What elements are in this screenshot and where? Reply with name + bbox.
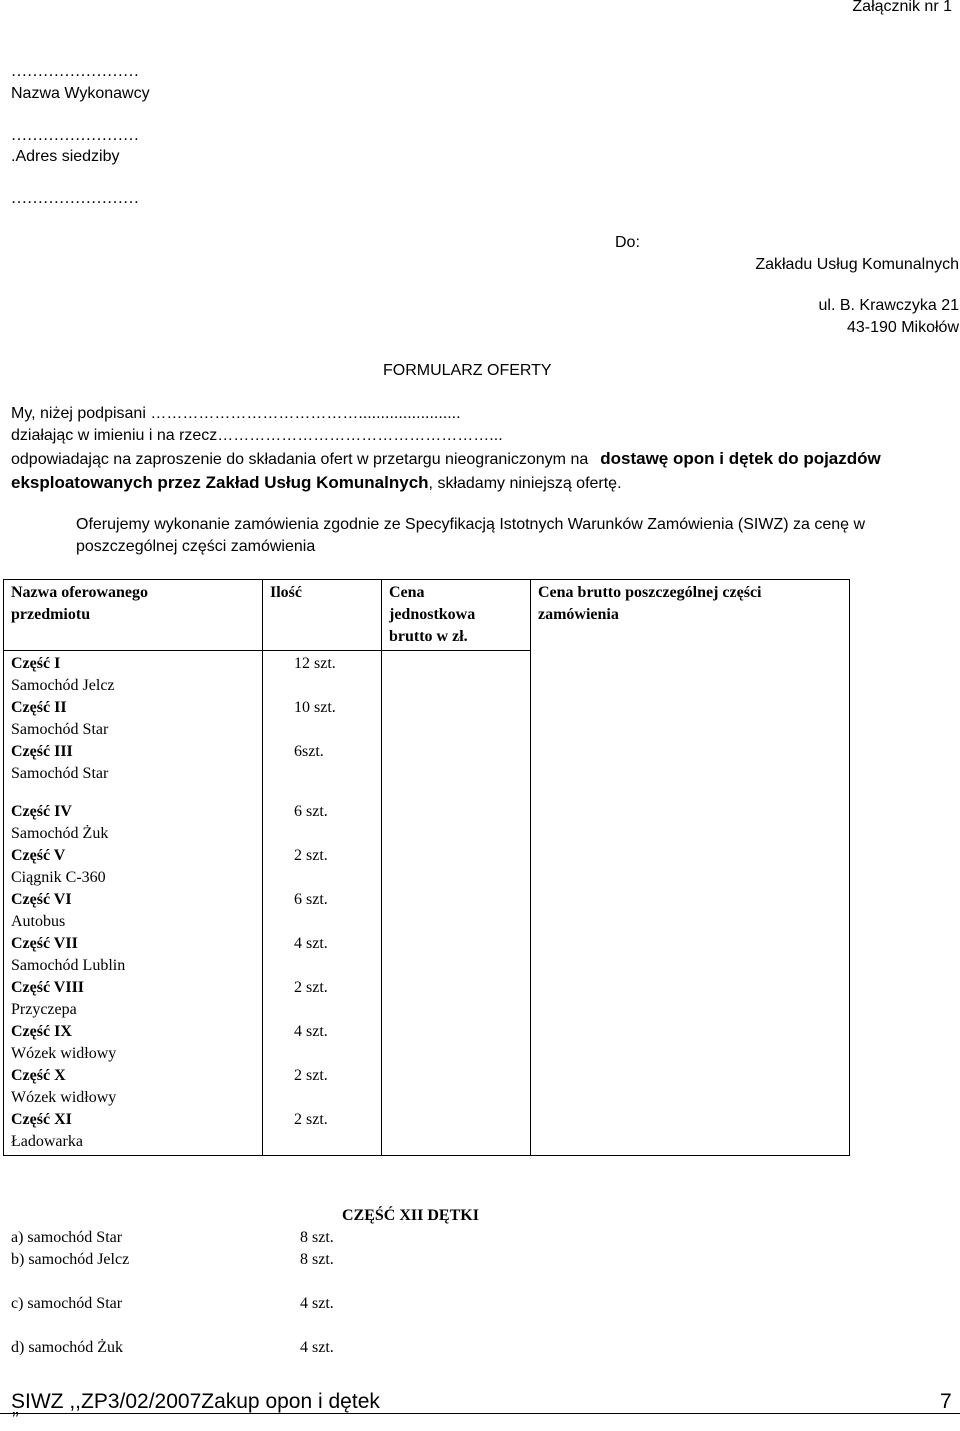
- vehicle-label: Samochód Star: [11, 765, 109, 782]
- vehicle-label: Samochód Żuk: [11, 825, 109, 842]
- invitation-text: odpowiadając na zaproszenie do składania ofert w przetargu nieograniczonym na: [11, 451, 589, 468]
- vehicle-label: Ładowarka: [11, 1133, 83, 1150]
- signatories-line: My, niżej podpisani ………………………………….......................: [11, 405, 461, 422]
- vehicle-label: Samochód Star: [11, 721, 109, 738]
- vehicle-label: Wózek widłowy: [11, 1045, 117, 1062]
- header-total-price: [531, 580, 850, 1156]
- quantity-value: 2 szt.: [294, 1111, 328, 1128]
- footer-divider: [0, 1413, 960, 1414]
- group-spacer: [294, 785, 374, 801]
- header-unit-price-line3: brutto w zł.: [389, 628, 468, 645]
- recipient-to-label: Do:: [615, 234, 640, 251]
- items-group-2: [11, 801, 255, 1153]
- part-label: Część I: [11, 655, 61, 672]
- part-label: Część II: [11, 699, 67, 716]
- header-item-name-line1: Nazwa oferowanego: [11, 584, 149, 601]
- recipient-city: 43-190 Mikołów: [846, 319, 959, 336]
- header-quantity-label: Ilość: [270, 584, 302, 601]
- unit-price-input-cell[interactable]: [382, 651, 531, 1156]
- recipient-organization: Zakładu Usług Komunalnych: [755, 256, 959, 273]
- page-number: 7: [940, 1390, 952, 1413]
- tender-subject-line-2: [11, 473, 622, 493]
- contractor-address-dots: ……………………: [11, 127, 139, 144]
- tubes-section-title: CZĘŚĆ XII DĘTKI: [342, 1207, 479, 1224]
- tube-item-quantity: 4 szt.: [300, 1339, 334, 1356]
- part-label: Część XI: [11, 1111, 72, 1128]
- quantity-value: 6szt.: [294, 743, 324, 760]
- invitation-line: [11, 449, 881, 469]
- table-cell-quantities: [263, 651, 382, 1156]
- quantity-value: 2 szt.: [294, 979, 328, 996]
- vehicle-label: Przyczepa: [11, 1001, 77, 1018]
- offer-statement-line2: poszczególnej części zamówienia: [76, 538, 316, 555]
- part-label: Część X: [11, 1067, 66, 1084]
- part-label: Część III: [11, 743, 73, 760]
- tube-item-label: c) samochód Star: [11, 1295, 123, 1312]
- part-label: Część V: [11, 847, 66, 864]
- quantity-value: 6 szt.: [294, 803, 328, 820]
- footer-quote-mark: ”: [12, 1409, 19, 1431]
- quantity-value: 2 szt.: [294, 1067, 328, 1084]
- tube-item-quantity: 8 szt.: [300, 1251, 334, 1268]
- vehicle-label: Ciągnik C-360: [11, 869, 106, 886]
- quantity-value: 2 szt.: [294, 847, 328, 864]
- footer-title: SIWZ ,,ZP3/02/2007Zakup opon i dętek: [11, 1390, 380, 1413]
- tube-item-quantity: 4 szt.: [300, 1295, 334, 1312]
- form-title: FORMULARZ OFERTY: [383, 362, 552, 379]
- part-label: Część VIII: [11, 979, 85, 996]
- part-label: Część VI: [11, 891, 72, 908]
- table-cell-items: [4, 651, 263, 1156]
- tender-subject: dostawę opon i dętek do pojazdów: [600, 449, 881, 468]
- part-label: Część IV: [11, 803, 72, 820]
- part-label: Część VII: [11, 935, 78, 952]
- contractor-extra-dots: ……………………: [11, 190, 139, 207]
- vehicle-label: Autobus: [11, 913, 66, 930]
- quantities-group-1: [294, 653, 374, 785]
- contractor-name-dots: ……………………: [11, 63, 139, 80]
- header-item-name-line2: przedmiotu: [11, 606, 91, 623]
- quantity-value: 4 szt.: [294, 935, 328, 952]
- attachment-label: Załącznik nr 1: [852, 0, 952, 15]
- contractor-name-label: Nazwa Wykonawcy: [11, 85, 150, 102]
- header-quantity: [263, 580, 382, 651]
- header-total-price-line2: zamówienia: [538, 606, 619, 623]
- header-unit-price: [382, 580, 531, 651]
- tender-subject-continued: eksploatowanych przez Zakład Usług Komunalnych: [11, 473, 429, 492]
- quantity-value: 4 szt.: [294, 1023, 328, 1040]
- vehicle-label: Samochód Lublin: [11, 957, 126, 974]
- quantity-value: 6 szt.: [294, 891, 328, 908]
- header-unit-price-line2: jednostkowa: [389, 606, 476, 623]
- tube-item-label: b) samochód Jelcz: [11, 1251, 130, 1268]
- on-behalf-line: działając w imieniu i na rzecz……………………………………………...: [11, 427, 503, 444]
- offer-table: [3, 579, 850, 1156]
- header-item-name: [4, 580, 263, 651]
- vehicle-label: Samochód Jelcz: [11, 677, 115, 694]
- quantity-value: 12 szt.: [294, 655, 336, 672]
- part-label: Część IX: [11, 1023, 72, 1040]
- contractor-address-label: .Adres siedziby: [11, 148, 120, 165]
- header-unit-price-line1: Cena: [389, 584, 425, 601]
- vehicle-label: Wózek widłowy: [11, 1089, 117, 1106]
- items-group-1: [11, 653, 255, 785]
- table-header-row: [4, 580, 850, 651]
- group-spacer: [11, 785, 255, 801]
- offer-statement-line1: Oferujemy wykonanie zamówienia zgodnie ze Specyfikacją Istotnych Warunków Zamówienia (SIWZ) za cenę w: [76, 516, 866, 533]
- tube-item-label: a) samochód Star: [11, 1229, 123, 1246]
- recipient-street: ul. B. Krawczyka 21: [818, 297, 959, 314]
- submission-text: , składamy niniejszą ofertę.: [428, 475, 622, 492]
- header-total-price-line1: Cena brutto poszczególnej części: [538, 584, 762, 601]
- tube-item-quantity: 8 szt.: [300, 1229, 334, 1246]
- quantities-group-2: [294, 801, 374, 1153]
- tube-item-label: d) samochód Żuk: [11, 1339, 123, 1356]
- quantity-value: 10 szt.: [294, 699, 336, 716]
